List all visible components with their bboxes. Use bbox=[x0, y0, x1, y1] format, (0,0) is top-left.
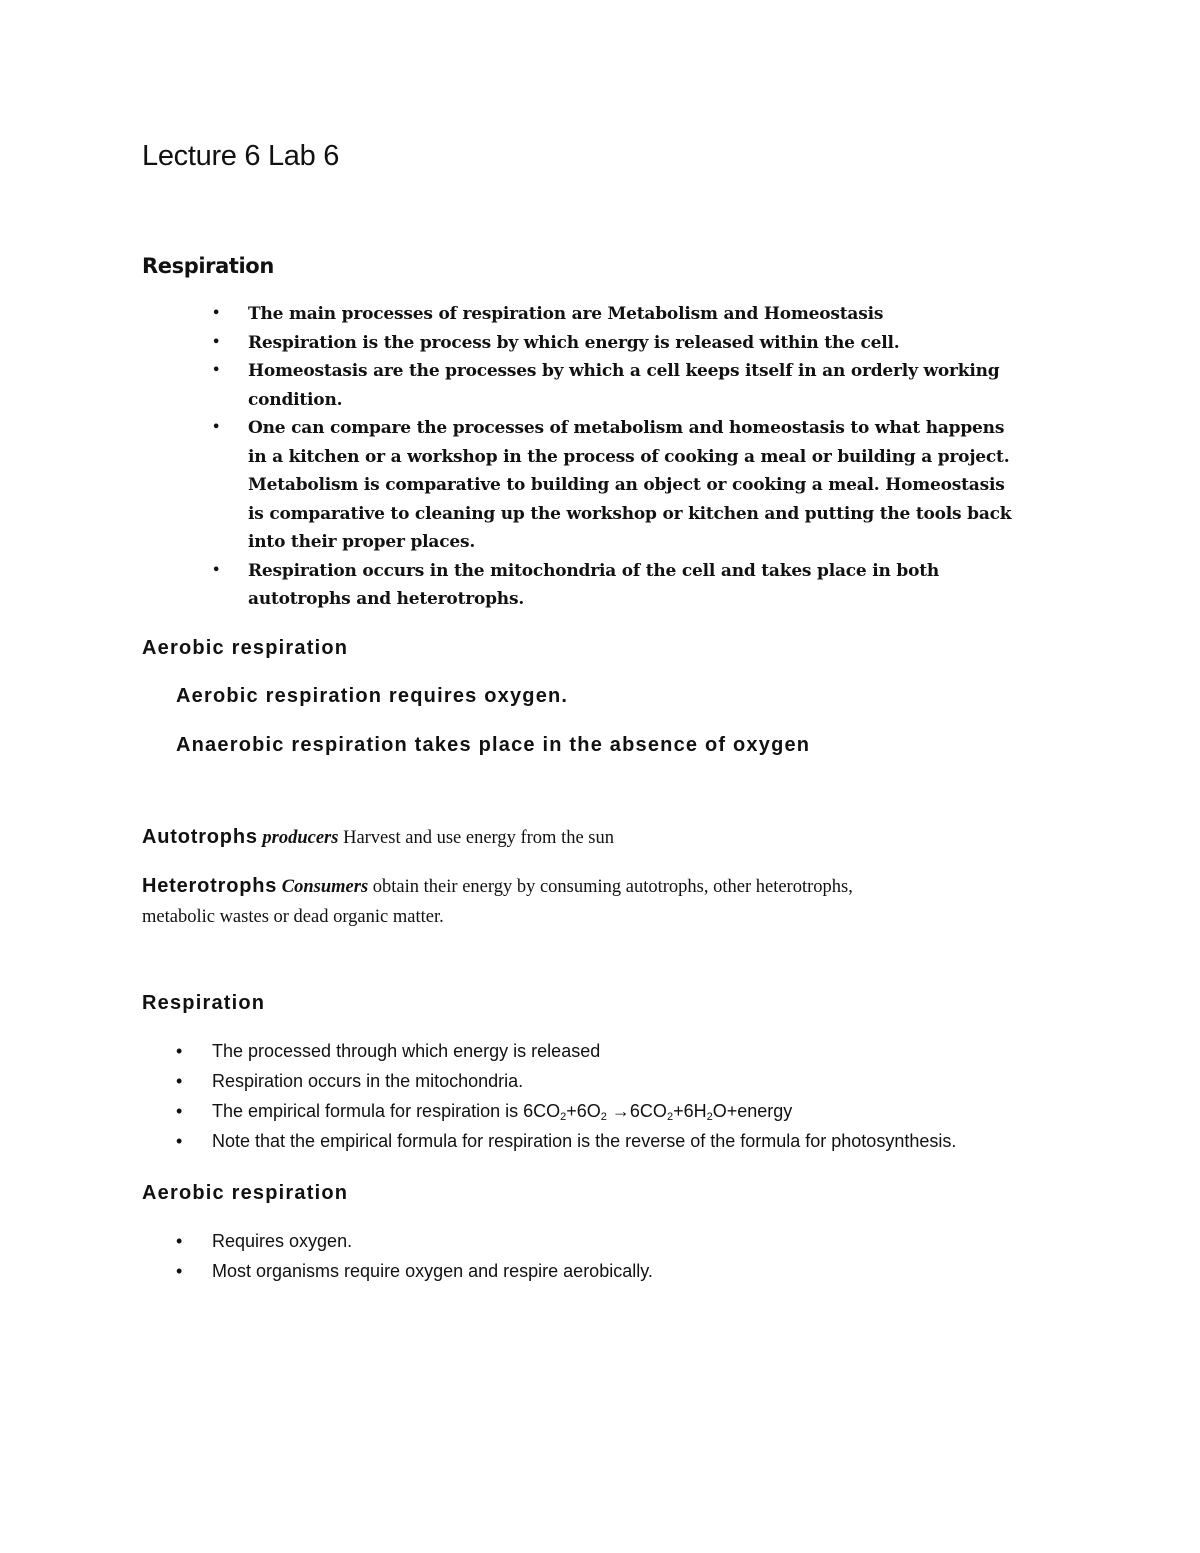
list-item: • One can compare the processes of metabolism and homeostasis to what happens in a kitchen or a workshop in the process of cooking a meal or building a project. Metabolism is comparative to building an object or cooking a meal. Homeostasis is comparative to cleaning up the workshop or kitchen and putting the tools back into their proper places. bbox=[212, 414, 1012, 557]
section-heading-respiration: Respiration bbox=[142, 254, 274, 278]
bullet-icon: • bbox=[176, 1261, 183, 1281]
list-item: • The processed through which energy is released bbox=[176, 1036, 1076, 1066]
list-item: • Respiration is the process by which energy is released within the cell. bbox=[212, 329, 1012, 358]
list-item: • Homeostasis are the processes by which a cell keeps itself in an orderly working condition. bbox=[212, 357, 1012, 414]
bullet-icon: • bbox=[176, 1041, 183, 1061]
bullet-icon: • bbox=[176, 1131, 183, 1151]
autotrophs-text: Harvest and use energy from the sun bbox=[343, 828, 614, 848]
aerobic-facts-list bbox=[176, 1226, 1076, 1286]
heterotrophs-term: Heterotrophs bbox=[142, 875, 278, 897]
bullet-icon: • bbox=[212, 334, 221, 350]
list-item: • The empirical formula for respiration is $6CO_2+6O_2$ $\to 6CO_2+6H_2O+energy$ bbox=[176, 1096, 1076, 1126]
autotrophs-term: Autotrophs bbox=[142, 826, 258, 848]
list-item: • Most organisms require oxygen and respire aerobically. bbox=[176, 1256, 1076, 1286]
anaerobic-definition: Anaerobic respiration takes place in the absence of oxygen bbox=[176, 734, 811, 756]
section-heading-respiration-2: Respiration bbox=[142, 992, 266, 1014]
respiration-facts-list bbox=[176, 1036, 1076, 1156]
list-item: • Respiration occurs in the mitochondria of the cell and takes place in both autotrophs and heterotrophs. bbox=[212, 557, 1012, 614]
list-item: • Requires oxygen. bbox=[176, 1226, 1076, 1256]
section-heading-aerobic: Aerobic respiration bbox=[142, 637, 349, 659]
bullet-icon: • bbox=[176, 1101, 183, 1121]
bullet-icon: • bbox=[212, 363, 221, 378]
heterotrophs-paragraph bbox=[142, 871, 1042, 932]
heterotrophs-qualifier: Consumers bbox=[281, 877, 369, 897]
autotrophs-qualifier: producers bbox=[262, 828, 339, 848]
aerobic-requires-oxygen: Aerobic respiration requires oxygen. bbox=[176, 685, 569, 707]
section-heading-aerobic-2: Aerobic respiration bbox=[142, 1182, 349, 1204]
respiration-formula: $6CO_2+6O_2$ $\to 6CO_2+6H_2O+energy$ bbox=[523, 1101, 793, 1123]
bullet-icon: • bbox=[212, 562, 221, 578]
list-item: • Note that the empirical formula for respiration is the reverse of the formula for photosynthesis. bbox=[176, 1126, 1076, 1156]
bullet-icon: • bbox=[212, 306, 221, 321]
list-item: • The main processes of respiration are Metabolism and Homeostasis bbox=[212, 300, 1012, 329]
respiration-bullet-list bbox=[212, 300, 1012, 614]
bullet-icon: • bbox=[212, 420, 221, 435]
bullet-icon: • bbox=[176, 1071, 183, 1091]
heterotrophs-text-continued: metabolic wastes or dead organic matter. bbox=[142, 907, 444, 927]
heterotrophs-text: obtain their energy by consuming autotrophs, other heterotrophs, bbox=[372, 877, 853, 897]
page-title: Lecture 6 Lab 6 bbox=[142, 140, 340, 172]
bullet-icon: • bbox=[176, 1231, 183, 1251]
list-item: • Respiration occurs in the mitochondria. bbox=[176, 1066, 1076, 1096]
autotrophs-paragraph bbox=[142, 822, 614, 853]
